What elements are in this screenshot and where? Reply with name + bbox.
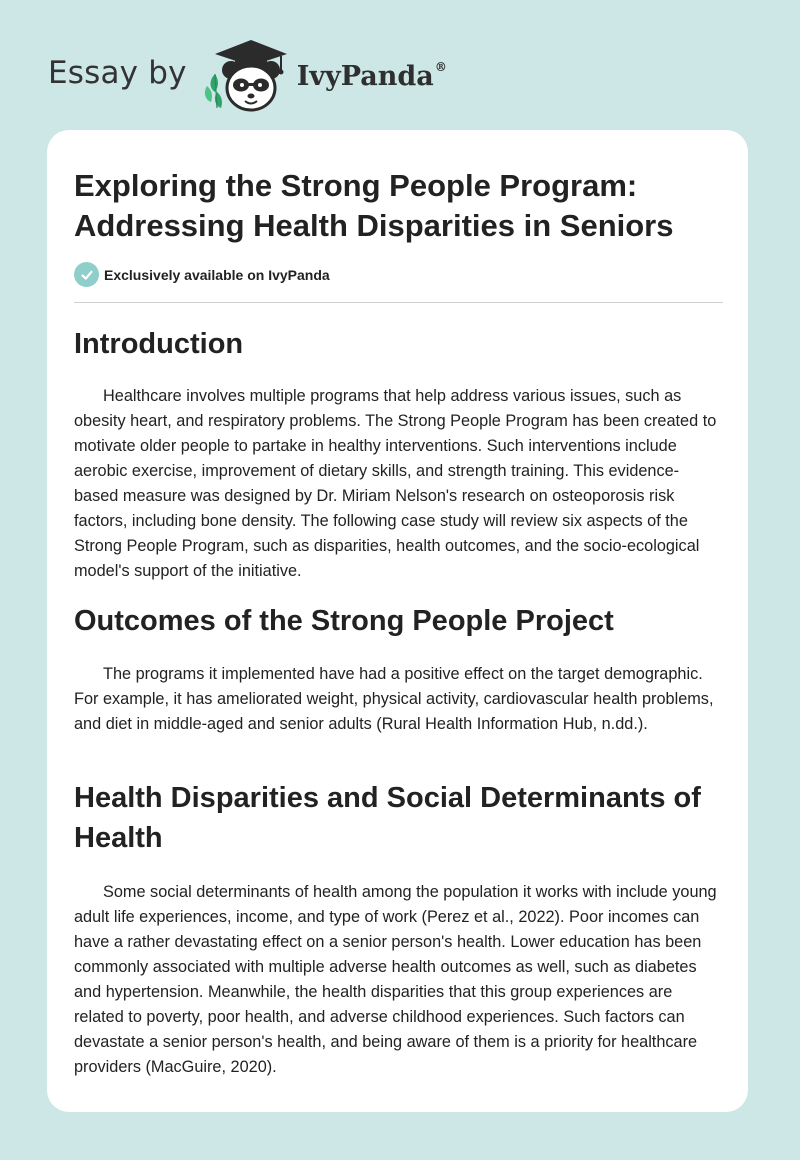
brand-name-text: IvyPanda [296, 60, 434, 92]
essay-by-label: Essay by [48, 55, 187, 91]
exclusive-badge [74, 262, 330, 287]
page-title: Exploring the Strong People Program: Addressing Health Disparities in Seniors [74, 168, 674, 243]
section-paragraph-introduction: Healthcare involves multiple programs that help address various issues, such as obesity heart, and respiratory problems. The Strong People Program has been created to motivate older people to partake in healthy interventions. Such interventions include aerobic exercise, improvement of dietary skills, and strength training. This evidence-based measure was designed by Dr. Miriam Nelson's research on osteoporosis risk factors, including bone density. The following case study will review six aspects of the Strong People Program, such as disparities, health outcomes, and the socio-ecological model's support of the initiative. [74, 387, 717, 580]
section-paragraph-disparities: Some social determinants of health among the population it works with include young adult life experiences, income, and type of work (Perez et al., 2022). Poor incomes can have a rather devastating effect on a senior person's health. Lower education has been commonly associated with multiple adverse health outcomes as well, such as diabetes and hypertension. Meanwhile, the health disparities that this group experiences are related to poverty, poor health, and adverse childhood experiences. Such factors can devastate a senior person's health, and being aware of them is a priority for healthcare providers (MacGuire, 2020). [74, 883, 717, 1076]
ivypanda-logo-icon[interactable] [201, 34, 295, 114]
site-header [48, 34, 447, 114]
section-heading-outcomes: Outcomes of the Strong People Project [74, 605, 614, 637]
section-paragraph-outcomes: The programs it implemented have had a positive effect on the target demographic. For example, it has ameliorated weight, physical activity, cardiovascular health problems, and diet in middle-aged and senior adults (Rural Health Information Hub, n.dd.). [74, 665, 714, 733]
brand-name[interactable] [297, 61, 447, 92]
exclusive-label: Exclusively available on IvyPanda [104, 266, 330, 283]
registered-mark: ® [434, 59, 447, 74]
title-divider [74, 302, 723, 303]
check-icon [74, 262, 99, 287]
section-heading-disparities: Health Disparities and Social Determinants of Health [74, 782, 701, 854]
section-heading-introduction: Introduction [74, 328, 244, 360]
essay-card [47, 130, 748, 1112]
